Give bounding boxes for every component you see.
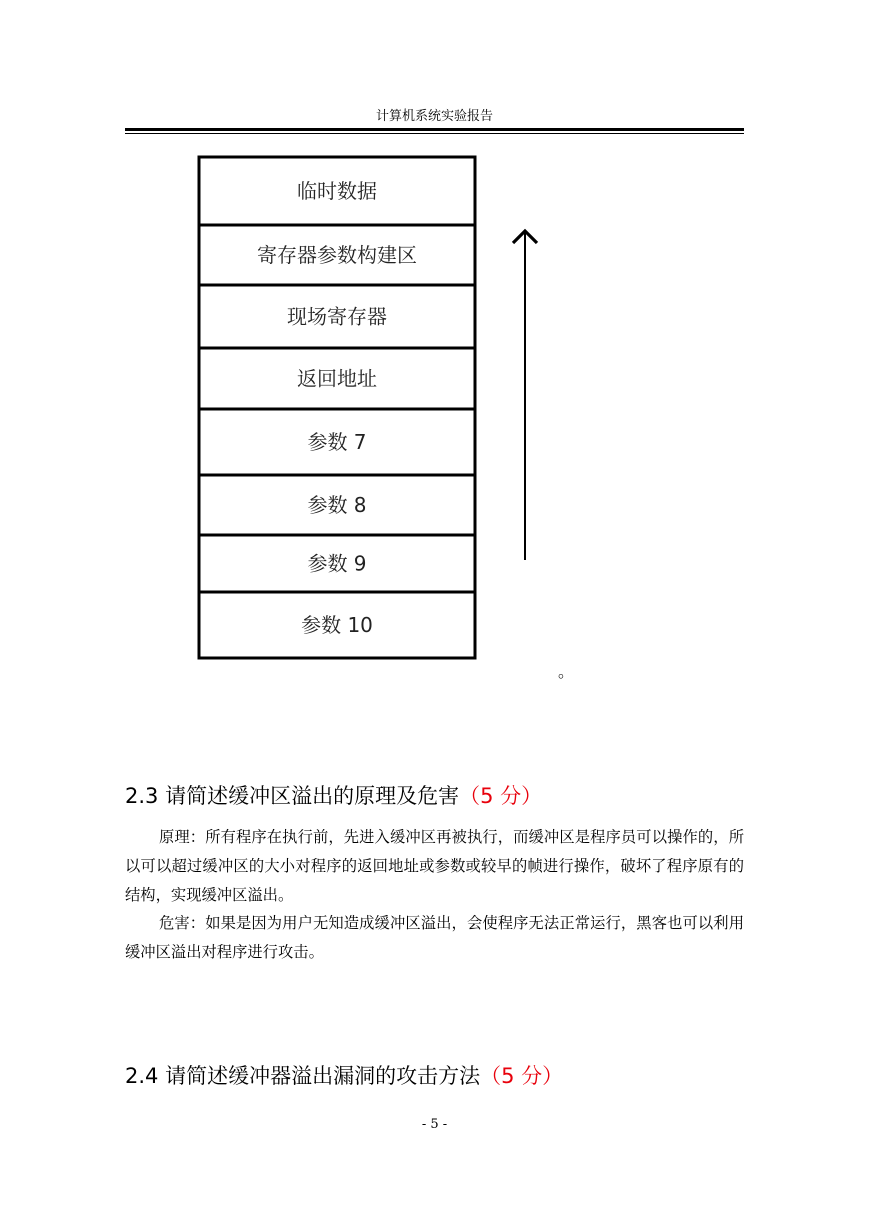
section-2-3-principle-paragraph: 原理：所有程序在执行前，先进入缓冲区再被执行，而缓冲区是程序员可以操作的，所以可以超过缓冲区的大小对程序的返回地址或参数或较早的帧进行操作，破坏了程序原有的结构，实现缓冲区溢出。 (125, 828, 744, 904)
stack-cell-label: 参数 7 (307, 430, 367, 454)
running-header-title: 计算机系统实验报告 (375, 109, 493, 124)
stack-cell-label: 参数 9 (307, 551, 367, 576)
stack-cells (199, 157, 475, 658)
stack-cell-label: 临时数据 (297, 179, 377, 203)
stack-cell-label: 参数 8 (307, 493, 367, 517)
stack-cell-label: 现场寄存器 (287, 304, 387, 329)
section-2-3-harm-paragraph: 危害：如果是因为用户无知造成缓冲区溢出，会使程序无法正常运行，黑客也可以利用缓冲区溢出对程序进行攻击。 (125, 914, 744, 961)
stack-cell-label: 寄存器参数构建区 (257, 243, 417, 267)
stack-cell-label: 返回地址 (297, 366, 377, 391)
section-2-3-heading-text: 2.3 请简述缓冲区溢出的原理及危害 (125, 784, 460, 808)
stack-cell-label: 参数 10 (301, 613, 373, 637)
section-2-4-heading (125, 1062, 563, 1090)
trailing-period: 。 (558, 662, 575, 681)
section-2-3-score: （5 分） (459, 784, 543, 808)
section-2-4-score: （5 分） (480, 1064, 564, 1088)
section-2-3-heading (125, 782, 542, 810)
page-number: - 5 - (421, 1117, 448, 1132)
section-2-4-heading-text: 2.4 请简述缓冲器溢出漏洞的攻击方法 (125, 1064, 481, 1088)
